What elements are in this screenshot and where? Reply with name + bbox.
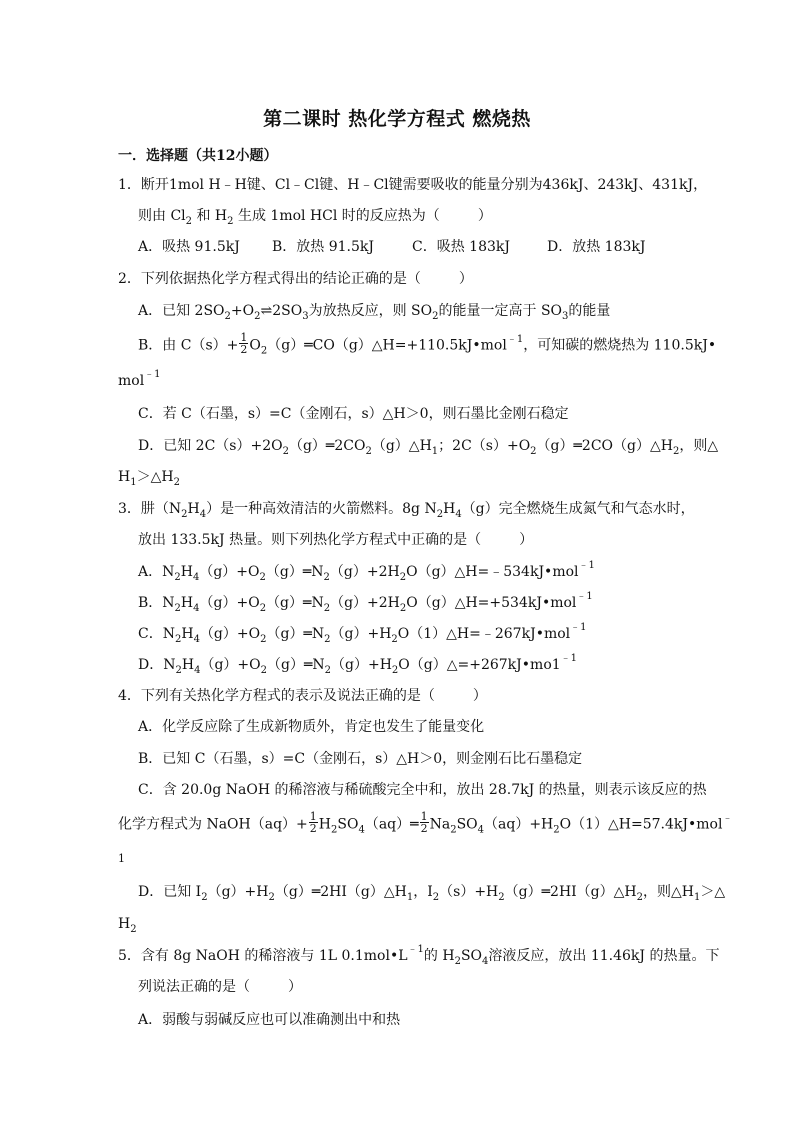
fraction-half: $\frac{1}{2}$ bbox=[240, 331, 248, 356]
q3-option-b: B．$N_2H_4(g)+O_2(g)═N_2(g)+2H_2O(g)\triangle H=+534kJ•mol^{﹣1}$ bbox=[138, 591, 593, 614]
q4-option-a: A．化学反应除了生成新物质外，肯定也发生了能量变化 bbox=[138, 719, 485, 735]
section-heading: 一．选择题（共12小题） bbox=[118, 148, 278, 164]
q2-stem: 2．下列依据热化学方程式得出的结论正确的是（ ） bbox=[118, 271, 473, 287]
q4-option-c-line-1: C．含 20.0g NaOH 的稀溶液与稀硫酸完全中和，放出 28.7kJ 的热量，则表示该反应的热 bbox=[138, 782, 707, 798]
q1-line-2: 则由 $Cl_2$ 和 $H_2$ 生成 1mol HCl 时的反应热为（ ） bbox=[138, 208, 492, 227]
q1-option-c: C．吸热 183kJ bbox=[412, 239, 510, 255]
q1-option-d: D．放热 183kJ bbox=[547, 239, 646, 255]
q1-option-a: A．吸热 91.5kJ bbox=[138, 239, 240, 255]
q2-option-d: D．已知 $2C(s)+2O_2(g)═2CO_2(g)\triangle H_1$；$2C(s)+O_2(g)═2CO(g)\triangle H_2$，则△ bbox=[138, 438, 719, 457]
q1-option-b: B．放热 91.5kJ bbox=[272, 239, 375, 255]
page-title: 第二课时 热化学方程式 燃烧热 bbox=[263, 108, 531, 130]
q5-line-1: 5．含有 8g NaOH 的稀溶液与 1L $0.1mol•L^{﹣1}$的 $H_2SO_4$溶液反应，放出 11.46kJ 的热量。下 bbox=[118, 944, 720, 967]
fraction-half: $\frac{1}{2}$ bbox=[309, 810, 317, 835]
q4-stem: 4．下列有关热化学方程式的表示及说法正确的是（ ） bbox=[118, 688, 487, 704]
q3-option-a: A．$N_2H_4(g)+O_2(g)═N_2(g)+2H_2O(g)\triangle H=﹣534kJ•mol^{﹣1}$ bbox=[138, 560, 595, 583]
q4-option-d: D．已知 $I_2(g)+H_2(g)═2HI(g)\triangle H_1$，$I_2(s)+H_2(g)═2HI(g)\triangle H_2$，则$\triangle H_1>\triangle$ bbox=[138, 884, 726, 903]
q5-line-2: 列说法正确的是（ ） bbox=[138, 979, 302, 995]
fraction-half: $\frac{1}{2}$ bbox=[420, 810, 428, 835]
q4-option-c-line-2: 化学方程式为 NaOH（aq）+ $\frac{1}{2}$ $H_2SO_4(aq)═$ $\frac{1}{2}$ $Na_2SO_4(aq)+H_2O(1)\triangle H=57.4kJ•mol^﹣$ bbox=[118, 810, 733, 836]
q2-option-a: A．已知 $2SO_2+O_2\rightleftharpoons 2SO_3$为放热反应，则 $SO_2$的能量一定高于 $SO_3$的能量 bbox=[138, 303, 611, 322]
q3-option-d: D．$N_2H_4(g)+O_2(g)═N_2(g)+H_2O(g)\triangle=+267kJ•mo1^{﹣1}$ bbox=[138, 653, 578, 676]
q3-line-2: 放出 133.5kJ 热量。则下列热化学方程式中正确的是（ ） bbox=[138, 532, 534, 548]
q4-option-b: B．已知 C（石墨，s）=C（金刚石，s）△H＞0，则金刚石比石墨稳定 bbox=[138, 751, 583, 767]
q1-line-1: 1．断开1mol H﹣H键、Cl﹣Cl键、H﹣Cl键需要吸收的能量分别为436kJ、243kJ、431kJ， bbox=[118, 177, 708, 193]
q3-option-c: C．$N_2H_4(g)+O_2(g)═N_2(g)+H_2O(1)\triangle H=﹣267kJ•mol^{﹣1}$ bbox=[138, 622, 587, 645]
q3-line-1: 3．肼$(N_2H_4)$是一种高效清洁的火箭燃料。8g $N_2H_4(g)$完全燃烧生成氮气和气态水时， bbox=[118, 501, 695, 520]
q2-option-c: C．若 C（石墨，s）=C（金刚石，s）△H＞0，则石墨比金刚石稳定 bbox=[138, 406, 569, 422]
q2-option-d-cont: $H_1>\triangle H_2$ bbox=[118, 469, 180, 488]
q2-option-b-cont: mol$^{﹣1}$ bbox=[118, 369, 161, 389]
q2-option-b: B．由 C（s）+ $\frac{1}{2}$ $O_2(g)═CO(g)\triangle H=+110.5kJ•mol^{﹣1}$，可知碳的燃烧热为 110.5kJ• bbox=[138, 331, 717, 357]
q4-option-d-cont: $H_2$ bbox=[118, 916, 137, 935]
q4-option-c-line-3: 1 bbox=[118, 852, 125, 865]
q5-option-a: A．弱酸与弱碱反应也可以准确测出中和热 bbox=[138, 1012, 401, 1028]
